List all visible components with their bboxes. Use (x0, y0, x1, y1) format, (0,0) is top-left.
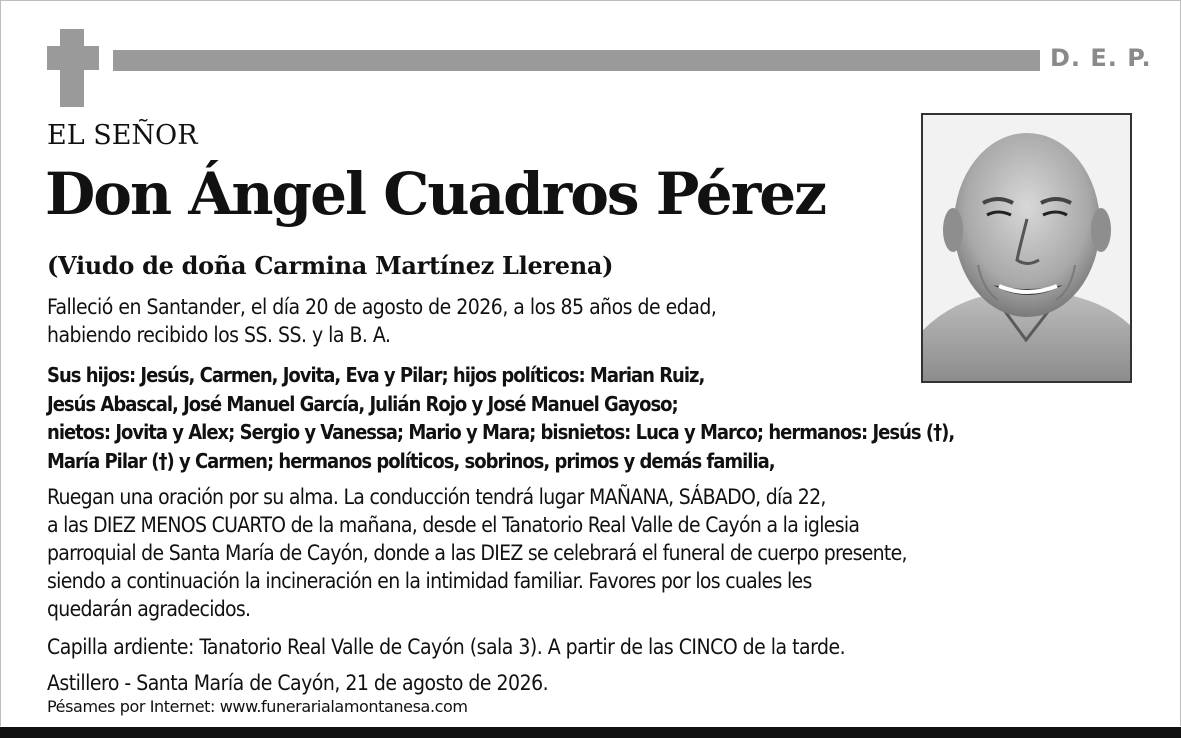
condolences-link[interactable]: Pésames por Internet: www.funerarialamontanesa.com (47, 697, 468, 716)
text-line: siendo a continuación la incineración en la intimidad familiar. Favores por los cuales les (47, 569, 812, 593)
text-line: quedarán agradecidos. (47, 597, 251, 621)
text-line: nietos: Jovita y Alex; Sergio y Vanessa; Mario y Mara; bisnietos: Luca y Marco; hermanos: Jesús (†), (47, 420, 955, 444)
deceased-name: Don Ángel Cuadros Pérez (45, 160, 826, 228)
family-list (47, 361, 954, 475)
text-line: habiendo recibido los SS. SS. y la B. A. (47, 323, 391, 347)
death-notice (47, 293, 716, 349)
header-rule (113, 50, 1040, 71)
text-line: Ruegan una oración por su alma. La conducción tendrá lugar MAÑANA, SÁBADO, día 22, (47, 485, 826, 509)
chapel-info: Capilla ardiente: Tanatorio Real Valle de Cayón (sala 3). A partir de las CINCO de la tarde. (47, 635, 846, 659)
text-line: a las DIEZ MENOS CUARTO de la mañana, desde el Tanatorio Real Valle de Cayón a la iglesia (47, 513, 860, 537)
text-line: Sus hijos: Jesús, Carmen, Jovita, Eva y Pilar; hijos políticos: Marian Ruiz, (47, 363, 705, 387)
text-line: parroquial de Santa María de Cayón, donde a las DIEZ se celebrará el funeral de cuerpo presente, (47, 541, 907, 565)
honorific: EL SEÑOR (47, 120, 198, 151)
text-line: Falleció en Santander, el día 20 de agosto de 2026, a los 85 años de edad, (47, 295, 717, 319)
dep-label: D. E. P. (1050, 44, 1152, 72)
text-line: María Pilar (†) y Carmen; hermanos políticos, sobrinos, primos y demás familia, (47, 448, 775, 473)
service-details (47, 483, 907, 623)
widow-note: (Viudo de doña Carmina Martínez Llerena) (47, 251, 614, 280)
portrait-photo (921, 113, 1132, 383)
place-date: Astillero - Santa María de Cayón, 21 de agosto de 2026. (47, 671, 549, 695)
bottom-border (0, 727, 1181, 738)
text-line: Jesús Abascal, José Manuel García, Julián Rojo y José Manuel Gayoso; (47, 391, 678, 416)
